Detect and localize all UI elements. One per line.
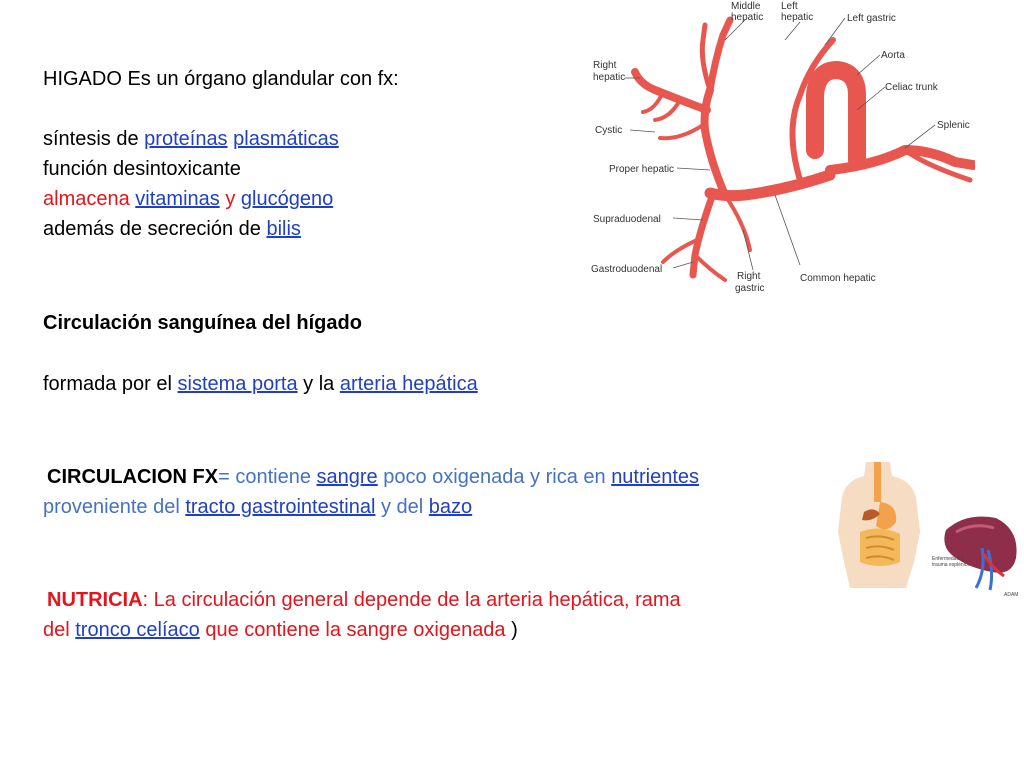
link-arteria-hepatica[interactable]: arteria hepática: [339, 373, 478, 395]
link-proteinas[interactable]: proteínas: [144, 128, 228, 150]
link-plasmaticas[interactable]: plasmáticas: [233, 128, 339, 150]
link-bazo[interactable]: bazo: [428, 496, 473, 518]
svg-text:hepatic: hepatic: [593, 72, 626, 83]
nutritive-line-2: del tronco celíaco que contiene la sangre oxigenada ): [43, 619, 518, 641]
synthesis-line: síntesis de proteínas plasmáticas: [43, 128, 339, 150]
label-right-gastric: Right: [737, 271, 761, 282]
label-supraduodenal: Supraduodenal: [593, 214, 661, 225]
spleen-caption: Enfermedad o: [932, 556, 964, 562]
digestive-body-illustration: [836, 462, 920, 588]
label-gastroduodenal: Gastroduodenal: [591, 264, 663, 275]
svg-text:trauma esplénico: trauma esplénico: [932, 562, 971, 568]
label-common-hepatic: Common hepatic: [800, 273, 876, 284]
proper-hepatic-artery: [705, 90, 725, 195]
circulation-heading: Circulación sanguínea del hígado: [43, 312, 362, 334]
label-right-hepatic: Right: [593, 60, 617, 71]
liver-title: HIGADO Es un órgano glandular con fx:: [43, 68, 399, 90]
link-tracto-gastrointestinal[interactable]: tracto gastrointestinal: [185, 496, 376, 518]
left-hepatic-artery: [710, 20, 730, 90]
link-glucogeno[interactable]: glucógeno: [240, 188, 334, 210]
bile-line: además de secreción de bilis: [43, 218, 301, 240]
detox-line: función desintoxicante: [43, 158, 241, 180]
link-tronco-celiaco[interactable]: tronco celíaco: [75, 619, 200, 641]
svg-text:hepatic: hepatic: [731, 12, 764, 23]
label-left-hepatic: Left: [781, 1, 798, 12]
link-bilis[interactable]: bilis: [266, 218, 301, 240]
link-nutrientes[interactable]: nutrientes: [611, 466, 700, 488]
link-sangre[interactable]: sangre: [316, 466, 378, 488]
circulation-line: formada por el sistema porta y la arteria hepática: [43, 373, 478, 395]
label-aorta: Aorta: [881, 50, 905, 61]
label-middle-hepatic: Middle: [731, 1, 761, 12]
svg-text:hepatic: hepatic: [781, 12, 814, 23]
svg-text:gastric: gastric: [735, 283, 765, 294]
label-proper-hepatic: Proper hepatic: [609, 164, 675, 175]
aorta-vessel: [815, 70, 857, 160]
label-celiac-trunk: Celiac trunk: [885, 82, 938, 93]
functional-line-2: proveniente del tracto gastrointestinal y del bazo: [43, 496, 473, 518]
nutritive-line-1: NUTRICIA: La circulación general depende de la arteria hepática, rama: [47, 589, 681, 611]
hepatic-artery-diagram: [585, 0, 975, 305]
label-cystic: Cystic: [595, 125, 623, 136]
link-sistema-porta[interactable]: sistema porta: [177, 373, 298, 395]
functional-line-1: CIRCULACION FX= contiene sangre poco oxigenada y rica en nutrientes: [47, 466, 700, 488]
right-hepatic-artery: [635, 72, 707, 110]
storage-line: almacena vitaminas y glucógeno: [43, 188, 334, 210]
spleen-illustration: [926, 510, 1024, 602]
adam-credit: ADAM: [1004, 592, 1019, 598]
label-left-gastric: Left gastric: [847, 13, 896, 24]
cystic-artery: [660, 125, 703, 138]
label-splenic: Splenic: [937, 120, 970, 131]
link-vitaminas[interactable]: vitaminas: [135, 188, 220, 210]
